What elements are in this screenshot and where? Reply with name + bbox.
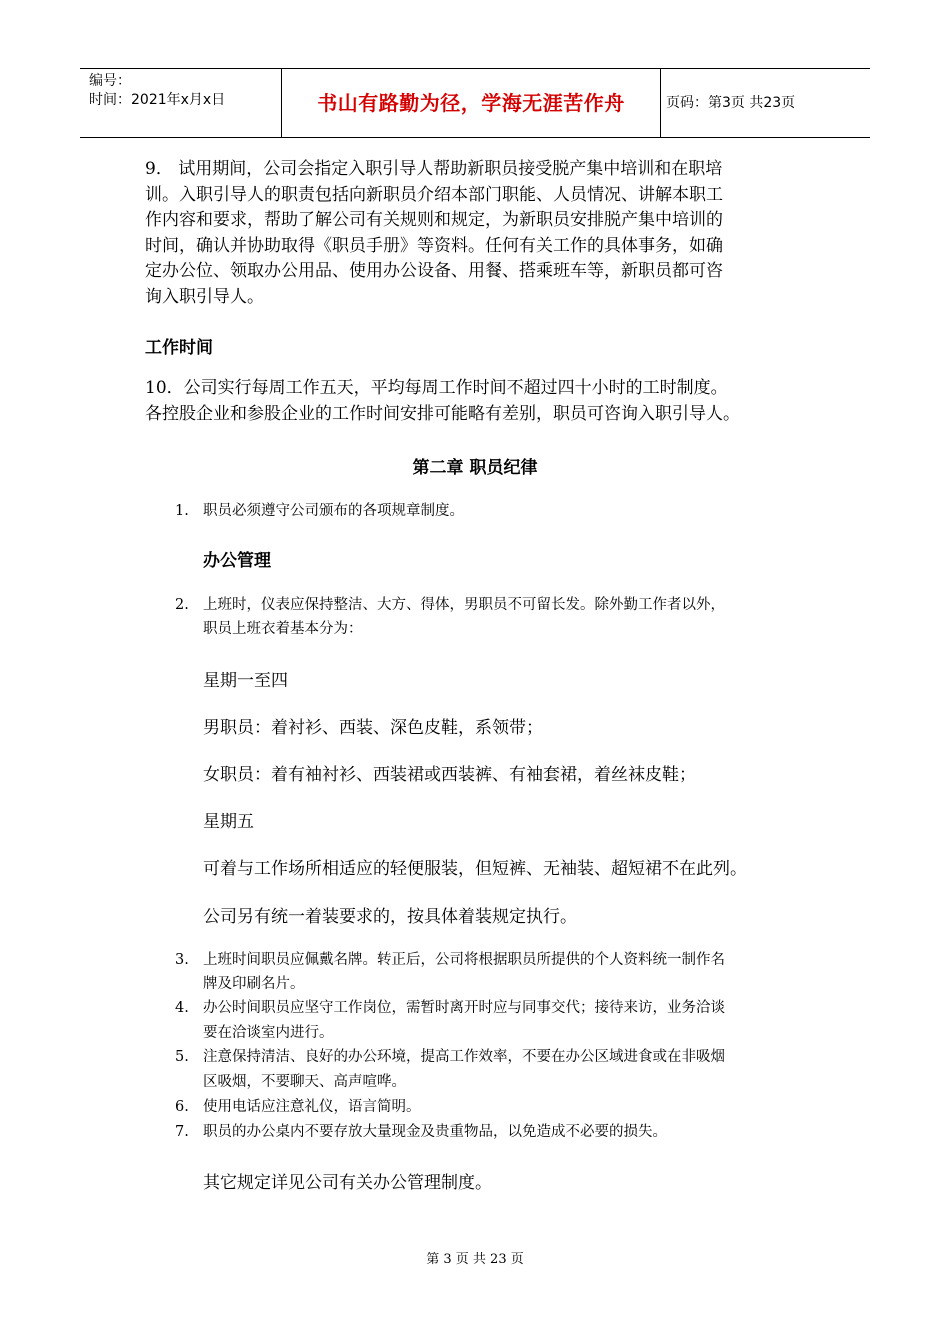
list-item: 上班时间职员应佩戴名牌。转正后，公司将根据职员所提供的个人资料统一制作名 (203, 952, 725, 968)
list-item-continued: 牌及印刷名片。 (203, 976, 305, 992)
list-item: 注意保持清洁、良好的办公环境，提高工作效率，不要在办公区域进食或在非吸烟 (203, 1049, 725, 1065)
list-item: 职员的办公桌内不要存放大量现金及贵重物品，以免造成不必要的损失。 (203, 1124, 667, 1140)
header-meta-cell (80, 69, 282, 137)
number-label: 编号： (89, 73, 131, 89)
list-number: 4. (175, 1000, 189, 1016)
dress-male: 男职员：着衬衫、西装、深色皮鞋，系领带； (203, 718, 543, 738)
paragraph-line: 询入职引导人。 (145, 287, 264, 307)
dress-friday: 星期五 (203, 812, 254, 832)
chapter-title: 第二章 职员纪律 (412, 458, 538, 478)
list-number: 7. (175, 1124, 189, 1140)
paragraph-line: 作内容和要求，帮助了解公司有关规则和规定，为新职员安排脱产集中培训的 (145, 210, 723, 230)
paragraph-line: 训。入职引导人的职责包括向新职员介绍本部门职能、人员情况、讲解本职工 (145, 185, 723, 205)
dress-uniform-rule: 公司另有统一着装要求的，按具体着装规定执行。 (203, 907, 577, 927)
list-item: 职员必须遵守公司颁布的各项规章制度。 (203, 503, 464, 519)
dress-monday-thursday: 星期一至四 (203, 671, 288, 691)
list-item-continued: 区吸烟，不要聊天、高声喧哗。 (203, 1074, 406, 1090)
paragraph-line: 定办公位、领取办公用品、使用办公设备、用餐、搭乘班车等，新职员都可咨 (145, 261, 723, 281)
other-rules-note: 其它规定详见公司有关办公管理制度。 (203, 1173, 492, 1193)
heading-office-management: 办公管理 (203, 551, 271, 571)
list-item: 上班时，仪表应保持整洁、大方、得体，男职员不可留长发。除外勤工作者以外， (203, 597, 725, 613)
time-label: 时间：2021年x月x日 (89, 92, 226, 108)
heading-work-time: 工作时间 (145, 338, 213, 358)
list-number: 6. (175, 1099, 189, 1115)
list-number: 3. (175, 952, 189, 968)
list-item-continued: 要在洽谈室内进行。 (203, 1025, 334, 1041)
list-number: 1. (175, 503, 189, 519)
paragraph-line: 时间，确认并协助取得《职员手册》等资料。任何有关工作的具体事务，如确 (145, 236, 723, 256)
page-footer: 第 3 页 共 23 页 (426, 1252, 524, 1267)
list-number: 2. (175, 597, 189, 613)
paragraph-line: 10．公司实行每周工作五天，平均每周工作时间不超过四十小时的工时制度。 (145, 378, 728, 398)
dress-friday-rule: 可着与工作场所相适应的轻便服装，但短裤、无袖装、超短裙不在此列。 (203, 859, 747, 879)
paragraph-line: 各控股企业和参股企业的工作时间安排可能略有差别，职员可咨询入职引导人。 (145, 404, 740, 424)
list-item-continued: 职员上班衣着基本分为： (203, 621, 363, 637)
dress-female: 女职员：着有袖衬衫、西装裙或西装裤、有袖套裙，着丝袜皮鞋； (203, 765, 696, 785)
page-header (80, 68, 870, 138)
header-page-info: 页码：第3页 共23页 (666, 95, 796, 111)
paragraph-line: 9． 试用期间，公司会指定入职引导人帮助新职员接受脱产集中培训和在职培 (145, 159, 723, 179)
list-item: 使用电话应注意礼仪，语言简明。 (203, 1099, 421, 1115)
header-motto: 书山有路勤为径，学海无涯苦作舟 (282, 69, 661, 137)
list-item: 办公时间职员应坚守工作岗位，需暂时离开时应与同事交代；接待来访，业务洽谈 (203, 1000, 725, 1016)
list-number: 5. (175, 1049, 189, 1065)
